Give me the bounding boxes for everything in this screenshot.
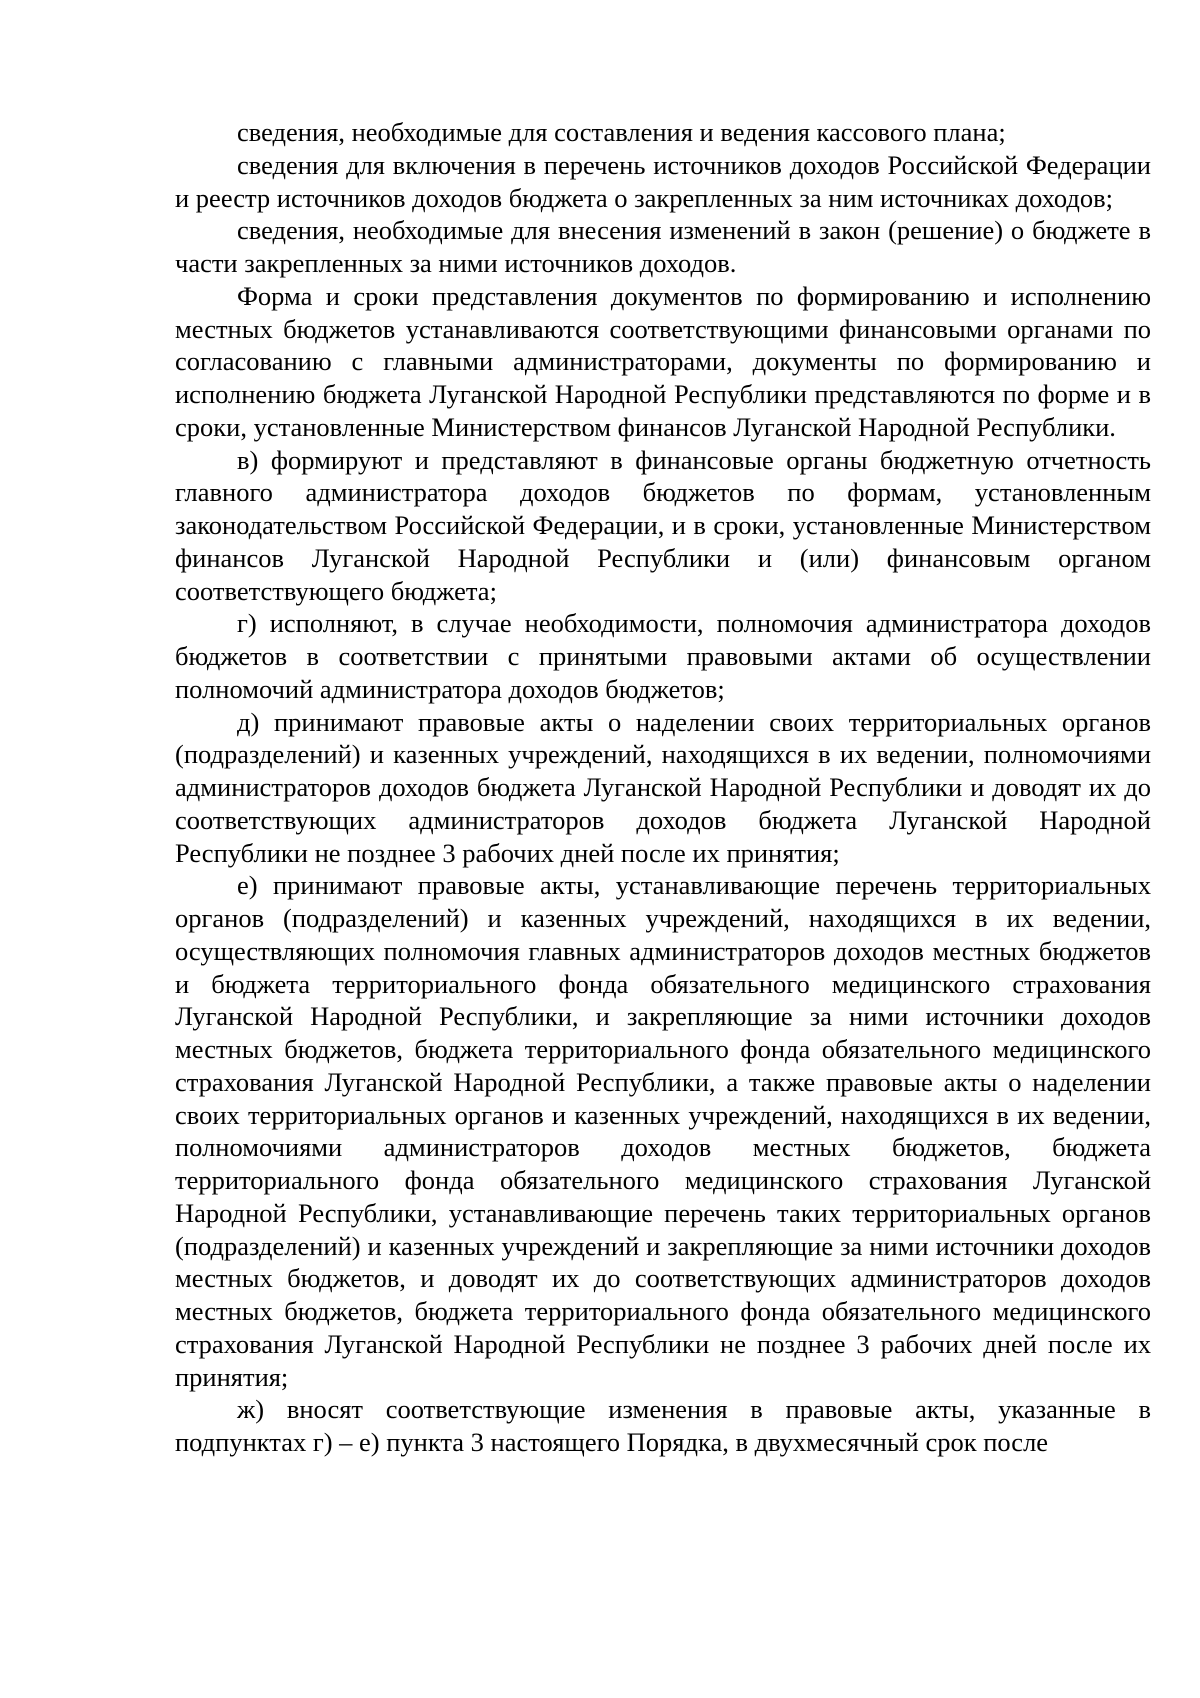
paragraph-revenue-sources-list: сведения для включения в перечень источников доходов Российской Федерации и реестр источников доходов бюджета о закрепленных за ним источниках доходов; — [175, 149, 1151, 213]
paragraph-item-v: в) формируют и представляют в финансовые органы бюджетную отчетность главного администратора доходов бюджетов по формам, установленным законодательством Российской Федерации, и в сроки, установленные Министерством финансов Луганской Народной Республики и (или) финансовым органом соответствующего бюджета; — [175, 444, 1151, 606]
paragraph-budget-law-amendments: сведения, необходимые для внесения изменений в закон (решение) о бюджете в части закрепленных за ними источников доходов. — [175, 215, 1151, 278]
paragraph-item-g: г) исполняют, в случае необходимости, полномочия администратора доходов бюджетов в соответствии с принятыми правовыми актами об осуществлении полномочий администратора доходов бюджетов; — [175, 608, 1151, 704]
paragraph-document-form-and-terms: Форма и сроки представления документов по формированию и исполнению местных бюджетов устанавливаются соответствующими финансовыми органами по согласованию с главными администраторами, документы по формированию и исполнению бюджета Луганской Народной Республики представляются по форме и в сроки, установленные Министерством финансов Луганской Народной Республики. — [175, 280, 1151, 442]
paragraph-item-e: е) принимают правовые акты, устанавливающие перечень территориальных органов (подразделений) и казенных учреждений, находящихся в их ведении, осуществляющих полномочия главных администраторов доходов местных бюджетов и бюджета территориального фонда обязательного медицинского страхования Луганской Народной Республики, и закрепляющие за ними источники доходов местных бюджетов, бюджета территориального фонда обязательного медицинского страхования Луганской Народной Республики, а также правовые акты о наделении своих территориальных органов и казенных учреждений, находящихся в их ведении, полномочиями администраторов доходов местных бюджетов, бюджета территориального фонда обязательного медицинского страхования Луганской Народной Республики, устанавливающие перечень таких территориальных органов (подразделений) и казенных учреждений и закрепляющие за ними источники доходов местных бюджетов, и доводят их до соответствующих администраторов доходов местных бюджетов, бюджета территориального фонда обязательного медицинского страхования Луганской Народной Республики не позднее 3 рабочих дней после их принятия; — [175, 870, 1151, 1392]
document-body — [175, 116, 1151, 1459]
paragraph-cash-plan-info: сведения, необходимые для составления и ведения кассового плана; — [237, 117, 1006, 147]
paragraph-item-d: д) принимают правовые акты о наделении своих территориальных органов (подразделений) и казенных учреждений, находящихся в их ведении, полномочиями администраторов доходов бюджета Луганской Народной Республики и доводят их до соответствующих администраторов доходов бюджета Луганской Народной Республики не позднее 3 рабочих дней после их принятия; — [175, 706, 1151, 868]
paragraph-item-zh: ж) вносят соответствующие изменения в правовые акты, указанные в подпунктах г) – е) пункта 3 настоящего Порядка, в двухмесячный срок после — [175, 1394, 1151, 1457]
